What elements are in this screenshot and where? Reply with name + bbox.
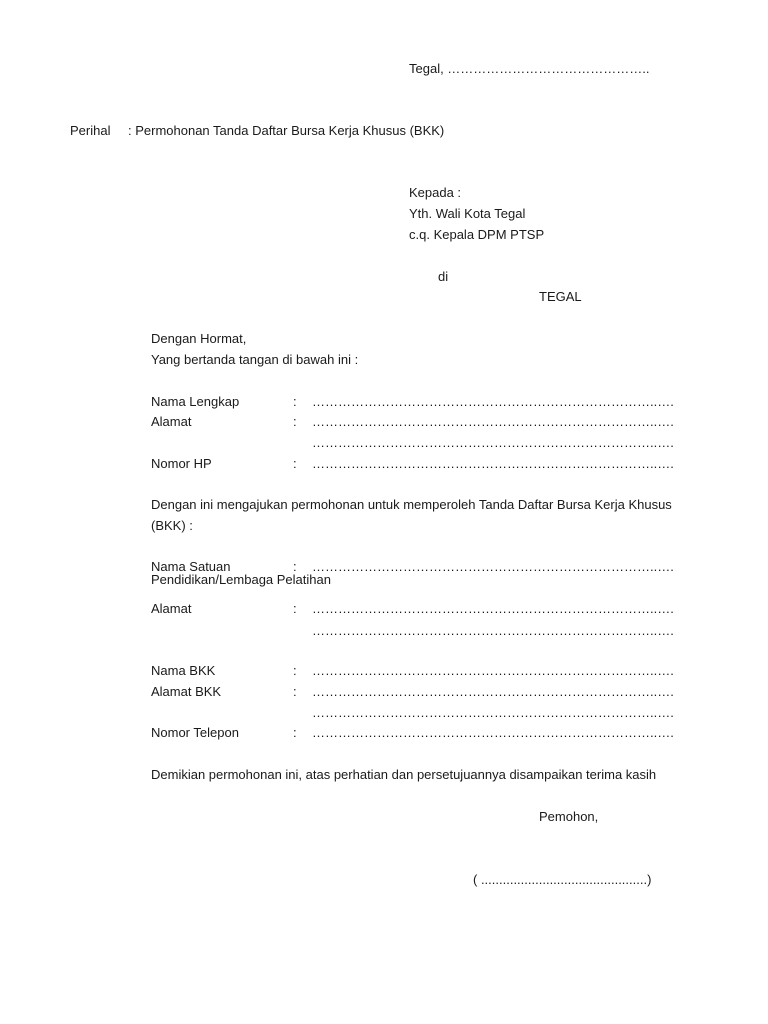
kepada-label: Kepada : [409,185,462,200]
nomor-telepon-field: ……………………………………………………………………..…. [312,725,674,740]
nomor-hp-field: ……………………………………………………………………..…. [312,456,674,471]
colon: : [293,725,297,740]
alamat-satuan-field-line-1: ……………………………………………………………………..…. [312,601,674,616]
nama-bkk-field: ……………………………………………………………………..…. [312,663,674,678]
alamat-field-line-2: ……………………………………………………………………..…. [312,435,674,450]
alamat-field-line-1: ……………………………………………………………………..…. [312,414,674,429]
colon: : [293,601,297,616]
place-date-line: Tegal, ……………………………………….. [409,61,650,76]
nama-lengkap-field: ……………………………………………………………………..…. [312,394,674,409]
greeting: Dengan Hormat, [151,331,247,346]
request-line-2: (BKK) : [151,518,193,533]
signature-line: ( ..............................................) [473,872,652,887]
nama-lengkap-label: Nama Lengkap [151,394,240,409]
colon: : [293,559,297,574]
recipient-line-1: Yth. Wali Kota Tegal [409,206,526,221]
closing-text: Demikian permohonan ini, atas perhatian dan persetujuannya disampaikan terima kasih [151,767,657,782]
pemohon-label: Pemohon, [539,809,599,824]
recipient-city: TEGAL [539,289,582,304]
recipient-di: di [438,269,449,284]
alamat-label: Alamat [151,414,192,429]
alamat-satuan-field-line-2: ……………………………………………………………………..…. [312,623,674,638]
perihal-label: Perihal [70,123,111,138]
perihal-text: : Permohonan Tanda Daftar Bursa Kerja Khusus (BKK) [128,123,445,138]
request-line-1: Dengan ini mengajukan permohonan untuk memperoleh Tanda Daftar Bursa Kerja Khusus [151,497,672,512]
colon: : [293,684,297,699]
nama-satuan-label: Nama Satuan [151,559,231,574]
nomor-telepon-label: Nomor Telepon [151,725,239,740]
alamat-bkk-label: Alamat BKK [151,684,222,699]
colon: : [293,663,297,678]
nama-bkk-label: Nama BKK [151,663,216,678]
colon: : [293,456,297,471]
alamat-satuan-label: Alamat [151,601,192,616]
alamat-bkk-field-line-1: ……………………………………………………………………..…. [312,684,674,699]
alamat-bkk-field-line-2: ……………………………………………………………………..…. [312,705,674,720]
nomor-hp-label: Nomor HP [151,456,212,471]
nama-satuan-field: ……………………………………………………………………..…. [312,559,674,574]
recipient-line-2: c.q. Kepala DPM PTSP [409,227,545,242]
intro-text: Yang bertanda tangan di bawah ini : [151,352,359,367]
nama-satuan-label-continued: Pendidikan/Lembaga Pelatihan [151,572,331,587]
colon: : [293,394,297,409]
colon: : [293,414,297,429]
